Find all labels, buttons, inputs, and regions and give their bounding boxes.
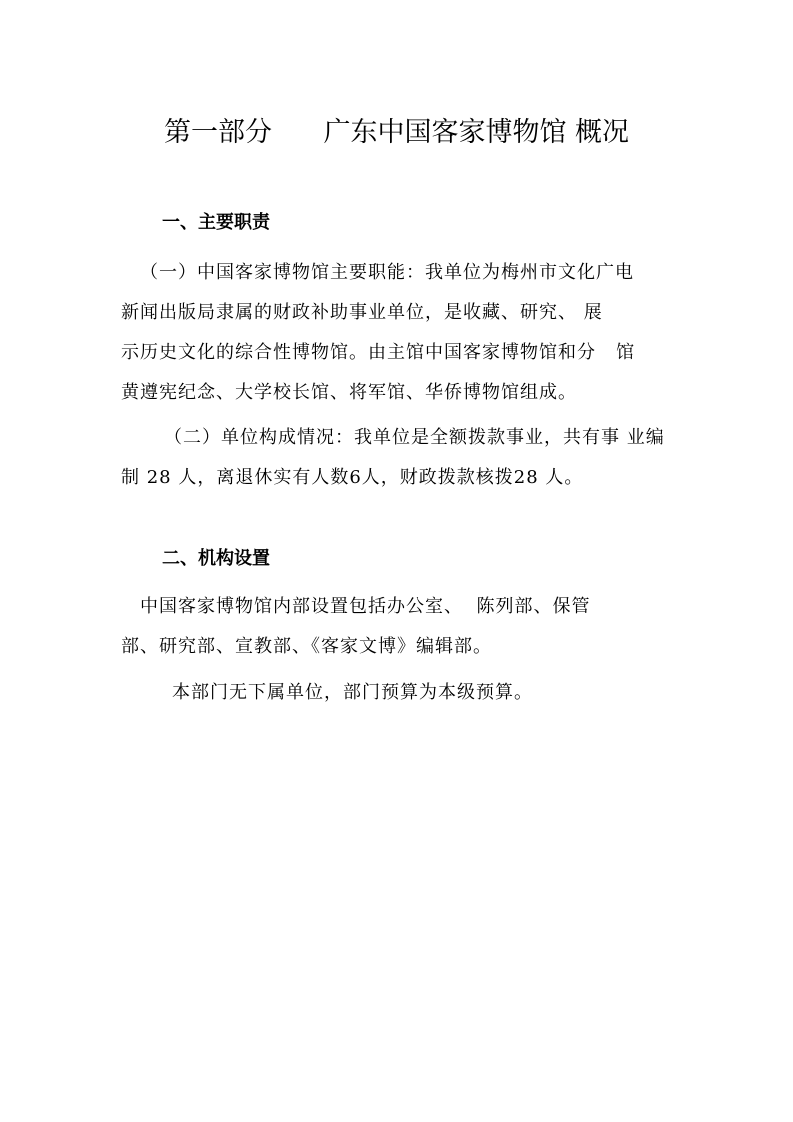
- paragraph-line: （一）中国客家博物馆主要职能：我单位为梅州市文化广电: [140, 262, 634, 283]
- section-heading-organization: 二、机构设置: [162, 548, 270, 569]
- paragraph-line: 制 28 人，离退休实有人数6人，财政拨款核拨28 人。: [121, 467, 584, 488]
- paragraph-line: 黄遵宪纪念、大学校长馆、将军馆、华侨博物馆组成。: [121, 382, 577, 403]
- paragraph-line: 部、研究部、宣教部、《客家文博》编辑部。: [121, 636, 492, 657]
- paragraph-line: （二）单位构成情况：我单位是全额拨款事业，共有事 业编: [164, 427, 665, 448]
- page-title: 第一部分 广东中国客家博物馆 概况: [163, 117, 630, 148]
- section-heading-main-duties: 一、主要职责: [162, 212, 270, 233]
- paragraph-line: 中国客家博物馆内部设置包括办公室、 陈列部、保管: [140, 596, 591, 617]
- paragraph-line: 本部门无下属单位，部门预算为本级预算。: [172, 682, 533, 703]
- paragraph-line: 示历史文化的综合性博物馆。由主馆中国客家博物馆和分 馆: [121, 342, 636, 363]
- paragraph-line: 新闻出版局隶属的财政补助事业单位，是收藏、研究、 展: [121, 302, 603, 323]
